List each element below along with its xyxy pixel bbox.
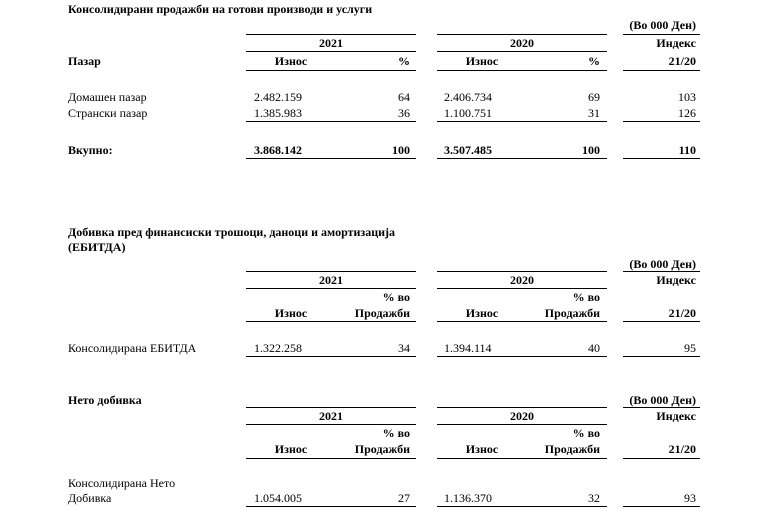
net-unit: (Во 000 Ден): [629, 393, 696, 407]
ebitda-col-pct-line1-2021: % во: [382, 290, 410, 304]
net-col-amount-2021: Износ: [274, 442, 308, 456]
ebitda-year-2021: 2021: [319, 273, 343, 287]
sales-row-pct-2021: 64: [398, 90, 410, 104]
ebitda-col-amount-2020: Износ: [465, 306, 499, 320]
net-year-2020: 2020: [510, 409, 534, 423]
sales-row-amount-2021: 1.385.983: [254, 106, 302, 120]
sales-row-pct-2020: 69: [588, 90, 600, 104]
sales-year-2020-rule: [437, 34, 607, 35]
net-year-2020-rule: [437, 407, 607, 408]
net-row-pct-2020: 32: [588, 491, 600, 505]
sales-col-market: Пазар: [68, 54, 101, 68]
sales-total-amount-2021: 3.868.142: [254, 143, 302, 157]
sales-col-index-period: 21/20: [668, 54, 696, 68]
sales-rows-rule-2020: [437, 121, 607, 122]
sales-index-label: Индекс: [656, 36, 696, 50]
ebitda-year-2020: 2020: [510, 273, 534, 287]
ebitda-col-pct-line2-2020: Продажби: [544, 306, 600, 320]
net-header-bottom-rule-2020: [437, 458, 607, 459]
ebitda-row-amount-2020: 1.394.114: [444, 341, 492, 355]
sales-year-2021: 2021: [319, 36, 343, 50]
sales-total-amount-2020: 3.507.485: [444, 143, 492, 157]
sales-col-pct-2020: %: [588, 54, 600, 68]
net-row-amount-2020: 1.136.370: [444, 491, 492, 505]
ebitda-row-pct-2020: 40: [588, 341, 600, 355]
sales-title: Консолидирани продажби на готови производи и услуги: [68, 2, 373, 16]
net-row-amount-2021: 1.054.005: [254, 491, 302, 505]
ebitda-subheader-rule-2020: [437, 288, 607, 289]
sales-year-2020: 2020: [510, 36, 534, 50]
sales-rows-rule-2021: [246, 121, 416, 122]
sales-row-pct-2021: 36: [398, 106, 410, 120]
sales-col-amount-2021: Износ: [274, 54, 308, 68]
sales-subheader-rule-2021: [246, 51, 416, 52]
sales-total-rule-2021: [246, 158, 416, 159]
net-col-pct-line1-2020: % во: [572, 426, 600, 440]
net-row-rule-2021: [246, 506, 416, 507]
sales-row-label: Домашен пазар: [68, 90, 147, 104]
sales-row-amount-2020: 1.100.751: [444, 106, 492, 120]
ebitda-col-index-period: 21/20: [668, 306, 696, 320]
net-row-pct-2021: 27: [398, 491, 410, 505]
net-title: Нето добивка: [68, 393, 142, 407]
net-year-2021-rule: [246, 407, 416, 408]
sales-unit: (Во 000 Ден): [629, 18, 696, 32]
net-row-label-line1: Консолидирана Нето: [68, 476, 176, 490]
sales-row-index: 103: [678, 90, 696, 104]
ebitda-row-rule-2021: [246, 356, 416, 357]
ebitda-row-rule-2020: [437, 356, 607, 357]
ebitda-title-line2: (ЕБИТДА): [68, 240, 126, 254]
ebitda-header-bottom-rule-2021: [246, 321, 416, 322]
ebitda-unit: (Во 000 Ден): [629, 257, 696, 271]
sales-subheader-rule-2020: [437, 51, 607, 52]
ebitda-title-line1: Добивка пред финансиски трошоци, даноци и амортизација: [68, 225, 396, 239]
sales-rows-rule-index: [623, 121, 700, 122]
sales-header-bottom-rule-index: [623, 70, 700, 71]
ebitda-row-index: 95: [684, 341, 696, 355]
sales-header-bottom-rule-2020: [437, 70, 607, 71]
sales-total-label: Вкупно:: [68, 143, 113, 157]
ebitda-index-rule: [623, 271, 700, 272]
net-col-pct-line1-2021: % во: [382, 426, 410, 440]
ebitda-col-pct-line1-2020: % во: [572, 290, 600, 304]
net-header-bottom-rule-2021: [246, 458, 416, 459]
ebitda-row-label: Консолидирана ЕБИТДА: [68, 341, 197, 355]
net-index-rule: [623, 407, 700, 408]
sales-col-pct-2021: %: [398, 54, 410, 68]
ebitda-row-amount-2021: 1.322.258: [254, 341, 302, 355]
sales-total-pct-2020: 100: [582, 143, 600, 157]
net-col-pct-line2-2021: Продажби: [354, 442, 410, 456]
sales-col-amount-2020: Износ: [465, 54, 499, 68]
sales-row-index: 126: [678, 106, 696, 120]
net-row-label-line2: Добивка: [68, 491, 112, 505]
net-header-bottom-rule-index: [623, 458, 700, 459]
ebitda-col-pct-line2-2021: Продажби: [354, 306, 410, 320]
sales-total-rule-2020: [437, 158, 607, 159]
net-year-2021: 2021: [319, 409, 343, 423]
ebitda-year-2021-rule: [246, 271, 416, 272]
sales-row-amount-2021: 2.482.159: [254, 90, 302, 104]
sales-row-amount-2020: 2.406.734: [444, 90, 492, 104]
net-row-index: 93: [684, 491, 696, 505]
sales-header-bottom-rule-2021: [246, 70, 416, 71]
ebitda-header-bottom-rule-index: [623, 321, 700, 322]
ebitda-subheader-rule-2021: [246, 288, 416, 289]
ebitda-col-amount-2021: Износ: [274, 306, 308, 320]
net-col-pct-line2-2020: Продажби: [544, 442, 600, 456]
sales-year-2021-rule: [246, 34, 416, 35]
sales-total-pct-2021: 100: [392, 143, 410, 157]
net-subheader-rule-2020: [437, 424, 607, 425]
net-subheader-rule-2021: [246, 424, 416, 425]
sales-total-index: 110: [678, 143, 696, 157]
net-col-index-period: 21/20: [668, 442, 696, 456]
ebitda-index-label: Индекс: [656, 273, 696, 287]
sales-total-rule-index: [623, 158, 700, 159]
net-row-rule-index: [623, 506, 700, 507]
net-index-label: Индекс: [656, 409, 696, 423]
sales-index-rule: [623, 34, 700, 35]
net-col-amount-2020: Износ: [465, 442, 499, 456]
ebitda-row-pct-2021: 34: [398, 341, 410, 355]
sales-row-label: Странски пазар: [68, 106, 148, 120]
sales-row-pct-2020: 31: [588, 106, 600, 120]
ebitda-year-2020-rule: [437, 271, 607, 272]
ebitda-header-bottom-rule-2020: [437, 321, 607, 322]
net-row-rule-2020: [437, 506, 607, 507]
ebitda-row-rule-index: [623, 356, 700, 357]
